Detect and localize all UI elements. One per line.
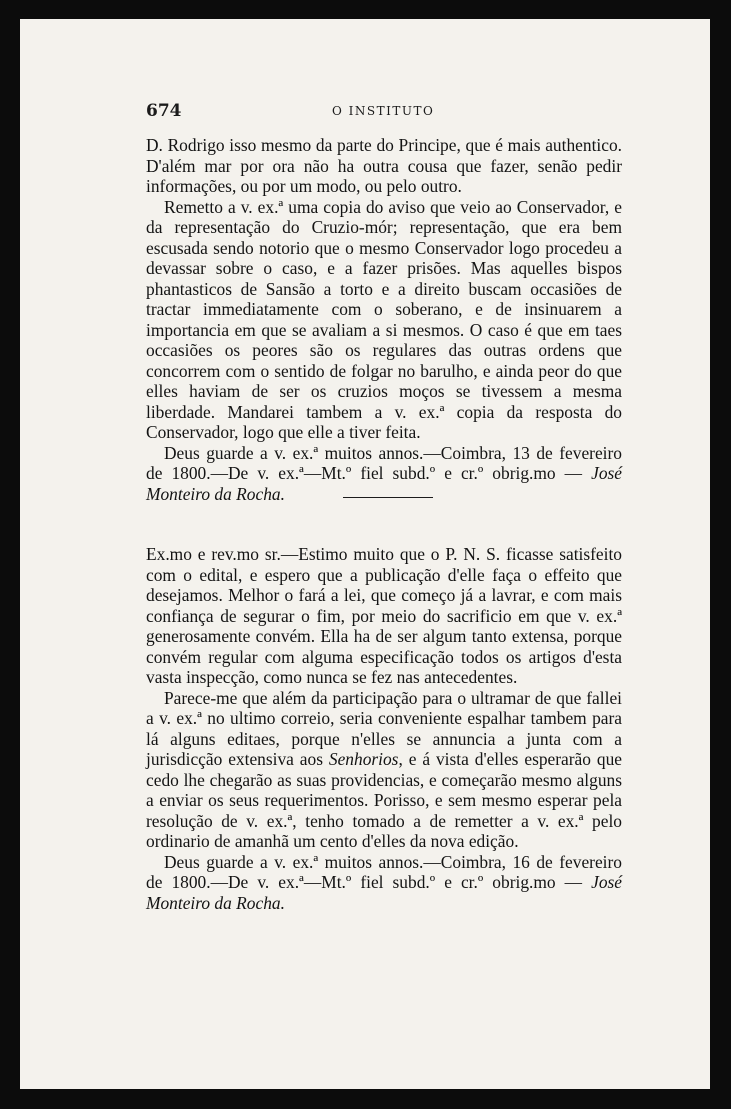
running-title: O INSTITUTO (332, 104, 435, 118)
letter-2-paragraph-2-end: , e á vista d'elles esperarão que cedo lhe chegarão as suas providencias, e começarão mesmo alguns a enviar os seus requerimentos. Porisso, e sem mesmo esperar pela resolução de v. ex.ª, tenho tomado a de remetter a v. ex.ª pelo ordinario de amanhã um cento d'elles da nova edição. (146, 749, 622, 851)
section-divider (343, 497, 433, 498)
letter-16-fevereiro (146, 544, 622, 913)
page-header (146, 101, 646, 125)
letter-1-closing (146, 443, 622, 505)
letter-13-fevereiro (146, 135, 622, 504)
letter-1-paragraph-1: D. Rodrigo isso mesmo da parte do Principe, que é mais authentico. D'além mar por ora não ha outra cousa que fazer, senão pedir informações, ou por um modo, ou pelo outro. (146, 135, 622, 196)
letter-2-signature: José Monteiro da Rocha. (146, 872, 622, 913)
letter-1-paragraph-2: Remetto a v. ex.ª uma copia do aviso que veio ao Conservador, e da representação do Cruzio-mór; representação, que era bem escusada sendo notorio que o mesmo Conservador logo procedeu a devassar sobre o caso, e a fazer prisões. Mas aquelles bispos phantasticos de Sansão a torto e a direito buscam occasiões de tractar immediatamente com o soberano, e de insinuarem a importancia em que se avaliam a si mesmos. O caso é que em taes occasiões os peores são os regulares das outras ordens que concorrem com o sentido de folgar no barulho, e ainda peor do que elles haviam de ser os cruzios moços se tivessem a mesma liberdade. Mandarei tambem a v. ex.ª copia da resposta do Conservador, logo que elle a tiver feita. (146, 196, 622, 442)
letter-2-italic-term: Senhorios (328, 749, 399, 769)
letter-2-closing (146, 852, 622, 914)
letter-1-closing-text: Deus guarde a v. ex.ª muitos annos.—Coimbra, 13 de fevereiro de 1800.—De v. ex.ª—Mt.º fiel subd.º e cr.º obrig.mo — (146, 442, 622, 483)
letter-1-signature: José Monteiro da Rocha. (146, 463, 622, 504)
book-page (20, 19, 710, 1089)
letter-2-paragraph-2 (146, 688, 622, 852)
letter-2-paragraph-1: Ex.mo e rev.mo sr.—Estimo muito que o P. N. S. ficasse satisfeito com o edital, e espero que a publicação d'elle faça o effeito que desejamos. Melhor o fará a lei, que começo já a lavrar, e com mais confiança de segurar o fim, por meio do sacrificio em que v. ex.ª generosamente convém. Ella ha de ser algum tanto extensa, porque convém regular com alguma especificação todos os artigos d'esta vasta inspecção, como nunca se fez nas antecedentes. (146, 544, 622, 687)
page-number: 674 (146, 101, 182, 121)
letter-2-paragraph-2-start: Parece-me que além da participação para o ultramar de que fallei a v. ex.ª no ultimo correio, seria conveniente espalhar tambem para lá alguns editaes, porque n'elles se annuncia a junta com a jurisdicção extensiva aos (146, 687, 622, 769)
letter-2-closing-text: Deus guarde a v. ex.ª muitos annos.—Coimbra, 16 de fevereiro de 1800.—De v. ex.ª—Mt.º fiel subd.º e cr.º obrig.mo — (146, 851, 622, 892)
